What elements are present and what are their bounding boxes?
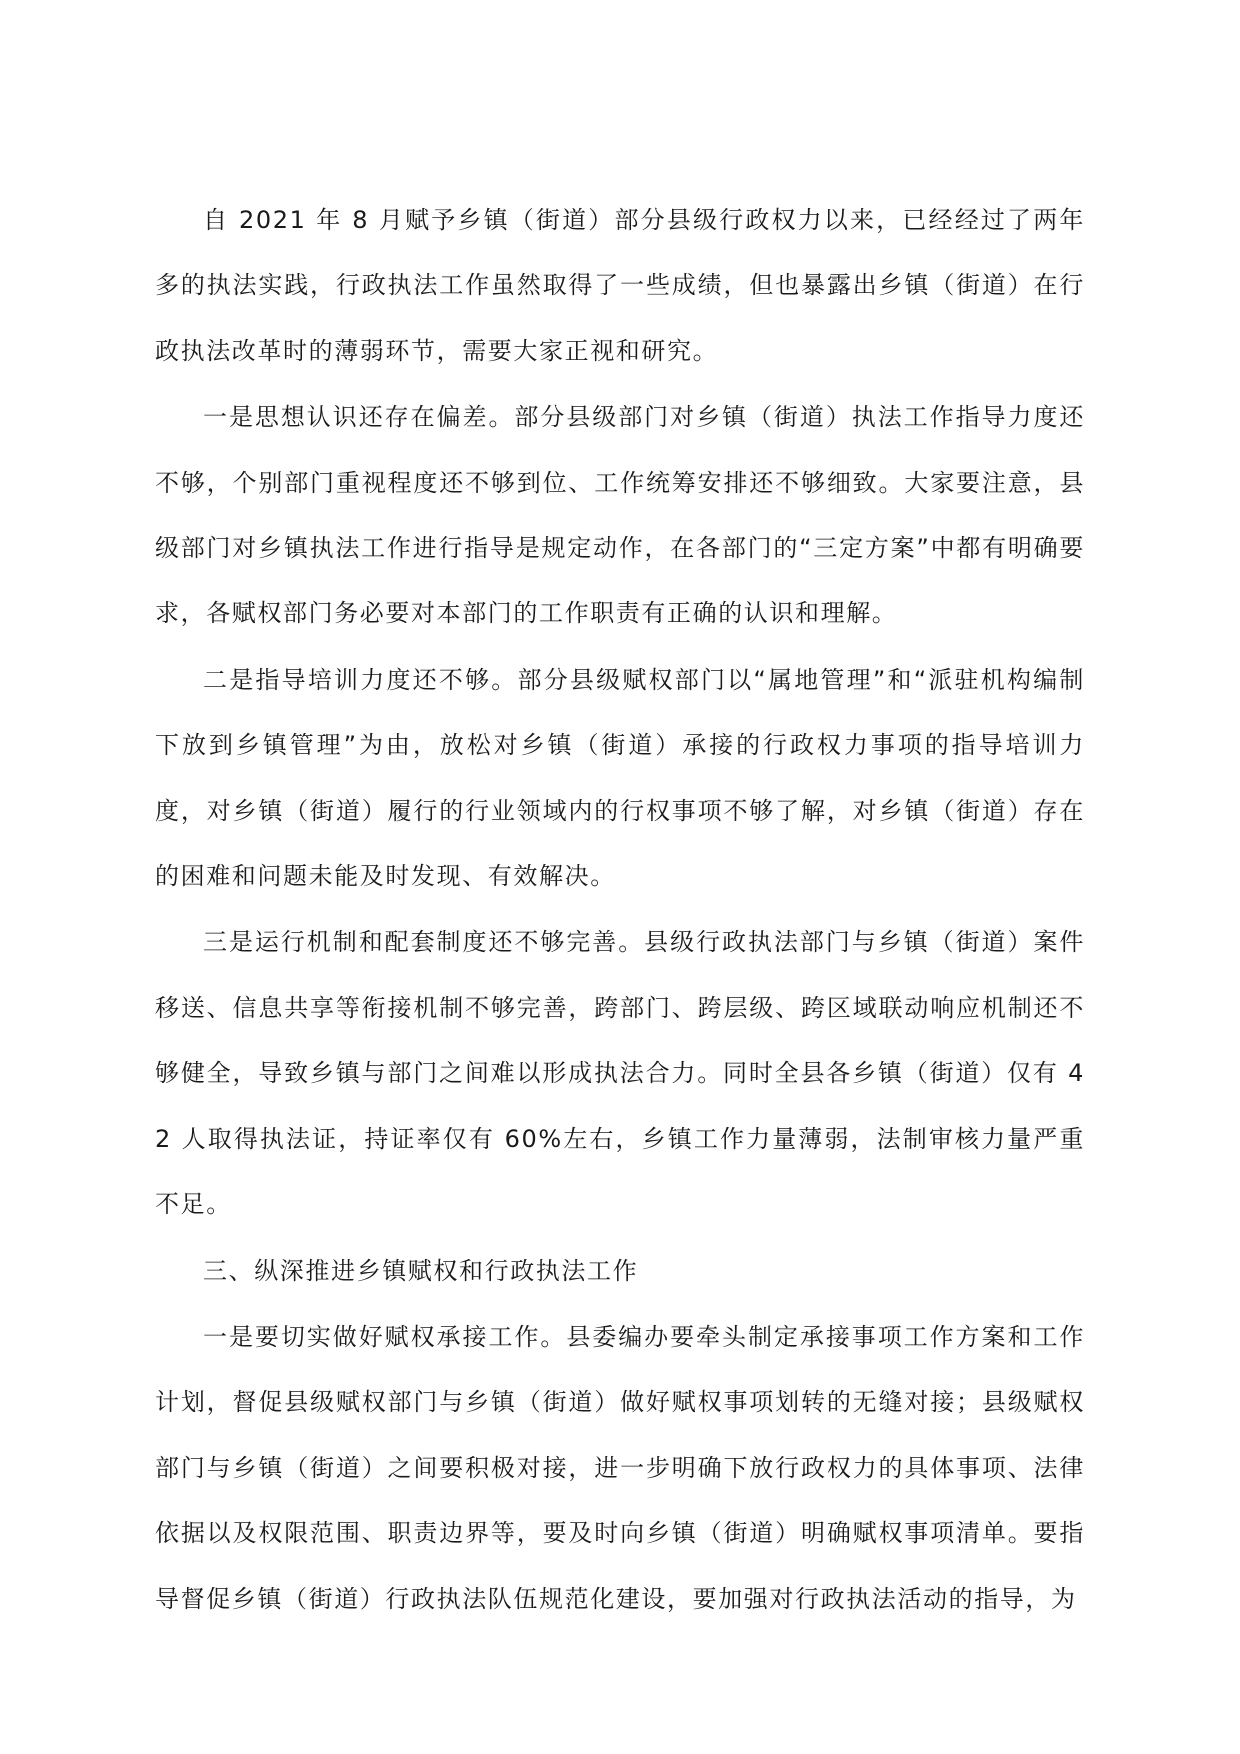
paragraph-intro: 自 2021 年 8 月赋予乡镇（街道）部分县级行政权力以来，已经经过了两年多的执法实践，行政执法工作虽然取得了一些成绩，但也暴露出乡镇（街道）在行政执法改革时的薄弱环节，需要大家正视和研究。 — [155, 206, 1085, 365]
paragraph-action-1: 一是要切实做好赋权承接工作。县委编办要牵头制定承接事项工作方案和工作计划，督促县级赋权部门与乡镇（街道）做好赋权事项划转的无缝对接；县级赋权部门与乡镇（街道）之间要积极对接，进一步明确下放行政权力的具体事项、法律依据以及权限范围、职责边界等，要及时向乡镇（街道）明确赋权事项清单。要指导督促乡镇（街道）行政执法队伍规范化建设，要加强对行政执法活动的指导，为 — [155, 1322, 1085, 1613]
paragraph-point-2: 二是指导培训力度还不够。部分县级赋权部门以“属地管理”和“派驻机构编制下放到乡镇管理”为由，放松对乡镇（街道）承接的行政权力事项的指导培训力度，对乡镇（街道）履行的行业领域内的行权事项不够了解，对乡镇（街道）存在的困难和问题未能及时发现、有效解决。 — [155, 665, 1085, 891]
section-heading: 三、纵深推进乡镇赋权和行政执法工作 — [203, 1256, 639, 1285]
paragraph-point-3: 三是运行机制和配套制度还不够完善。县级行政执法部门与乡镇（街道）案件移送、信息共享等衔接机制不够完善，跨部门、跨层级、跨区域联动响应机制还不够健全，导致乡镇与部门之间难以形成执法合力。同时全县各乡镇（街道）仅有 42 人取得执法证，持证率仅有 60%左右，乡镇工作力量薄弱，法制审核力量严重不足。 — [155, 928, 1085, 1219]
paragraph-point-1: 一是思想认识还存在偏差。部分县级部门对乡镇（街道）执法工作指导力度还不够，个别部门重视程度还不够到位、工作统筹安排还不够细致。大家要注意，县级部门对乡镇执法工作进行指导是规定动作，在各部门的“三定方案”中都有明确要求，各赋权部门务必要对本部门的工作职责有正确的认识和理解。 — [155, 403, 1085, 628]
document-body — [155, 188, 1085, 1633]
